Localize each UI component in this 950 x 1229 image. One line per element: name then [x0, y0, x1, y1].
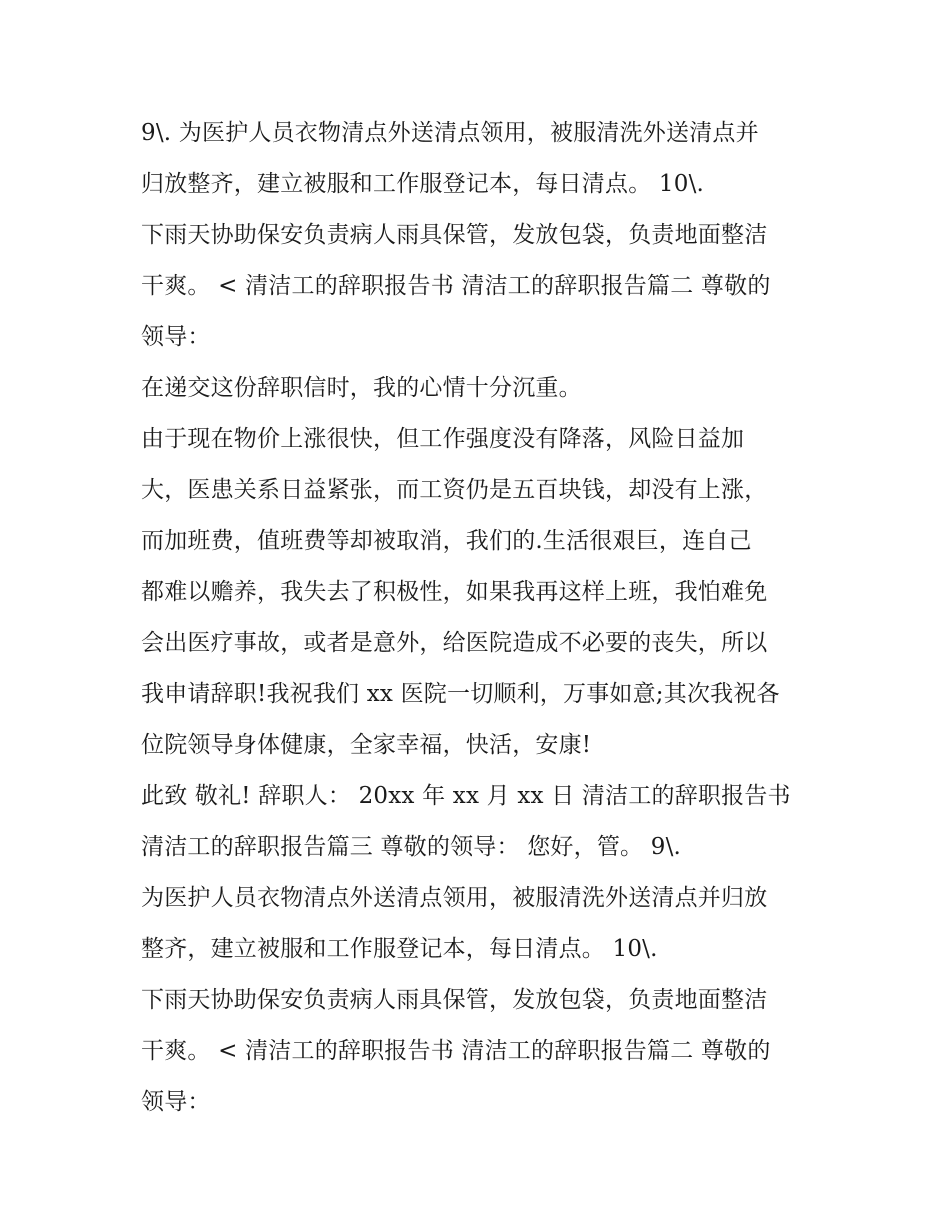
text-line: 领导： — [141, 1089, 211, 1115]
text-line: 清洁工的辞职报告篇三 尊敬的领导： 您好，管。 9\. — [141, 834, 682, 860]
text-line: 此致 敬礼! 辞职人： 20xx 年 xx 月 xx 日 清洁工的辞职报告书 — [141, 783, 791, 809]
text-line: 大，医患关系日益紧张，而工资仍是五百块钱，却没有上涨， — [141, 477, 768, 503]
text-line: 会出医疗事故，或者是意外，给医院造成不必要的丧失，所以 — [141, 630, 768, 656]
text-line: 为医护人员衣物清点外送清点领用，被服清洗外送清点并归放 — [141, 885, 768, 911]
text-line: 位院领导身体健康，全家幸福，快活，安康! — [141, 732, 592, 758]
text-line: 在递交这份辞职信时，我的心情十分沉重。 — [141, 375, 582, 401]
text-line: 我申请辞职!我祝我们 xx 医院一切顺利，万事如意;其次我祝各 — [141, 681, 780, 707]
text-line: 下雨天协助保安负责病人雨具保管，发放包袋，负责地面整洁 — [141, 987, 768, 1013]
text-line: 由于现在物价上涨很快，但工作强度没有降落，风险日益加 — [141, 426, 745, 452]
text-line: 9\. 为医护人员衣物清点外送清点领用，被服清洗外送清点并 — [141, 120, 759, 146]
text-line: 归放整齐，建立被服和工作服登记本，每日清点。 10\. — [141, 171, 705, 197]
text-line: 干爽。 < 清洁工的辞职报告书 清洁工的辞职报告篇二 尊敬的 — [141, 1038, 771, 1064]
text-line: 而加班费，值班费等却被取消，我们的.生活很艰巨，连自己 — [141, 528, 752, 554]
text-line: 干爽。 < 清洁工的辞职报告书 清洁工的辞职报告篇二 尊敬的 — [141, 273, 771, 299]
text-line: 都难以赡养，我失去了积极性，如果我再这样上班，我怕难免 — [141, 579, 768, 605]
text-line: 整齐，建立被服和工作服登记本，每日清点。 10\. — [141, 936, 658, 962]
text-line: 下雨天协助保安负责病人雨具保管，发放包袋，负责地面整洁 — [141, 222, 768, 248]
text-line: 领导： — [141, 324, 211, 350]
document-body — [141, 108, 821, 1128]
